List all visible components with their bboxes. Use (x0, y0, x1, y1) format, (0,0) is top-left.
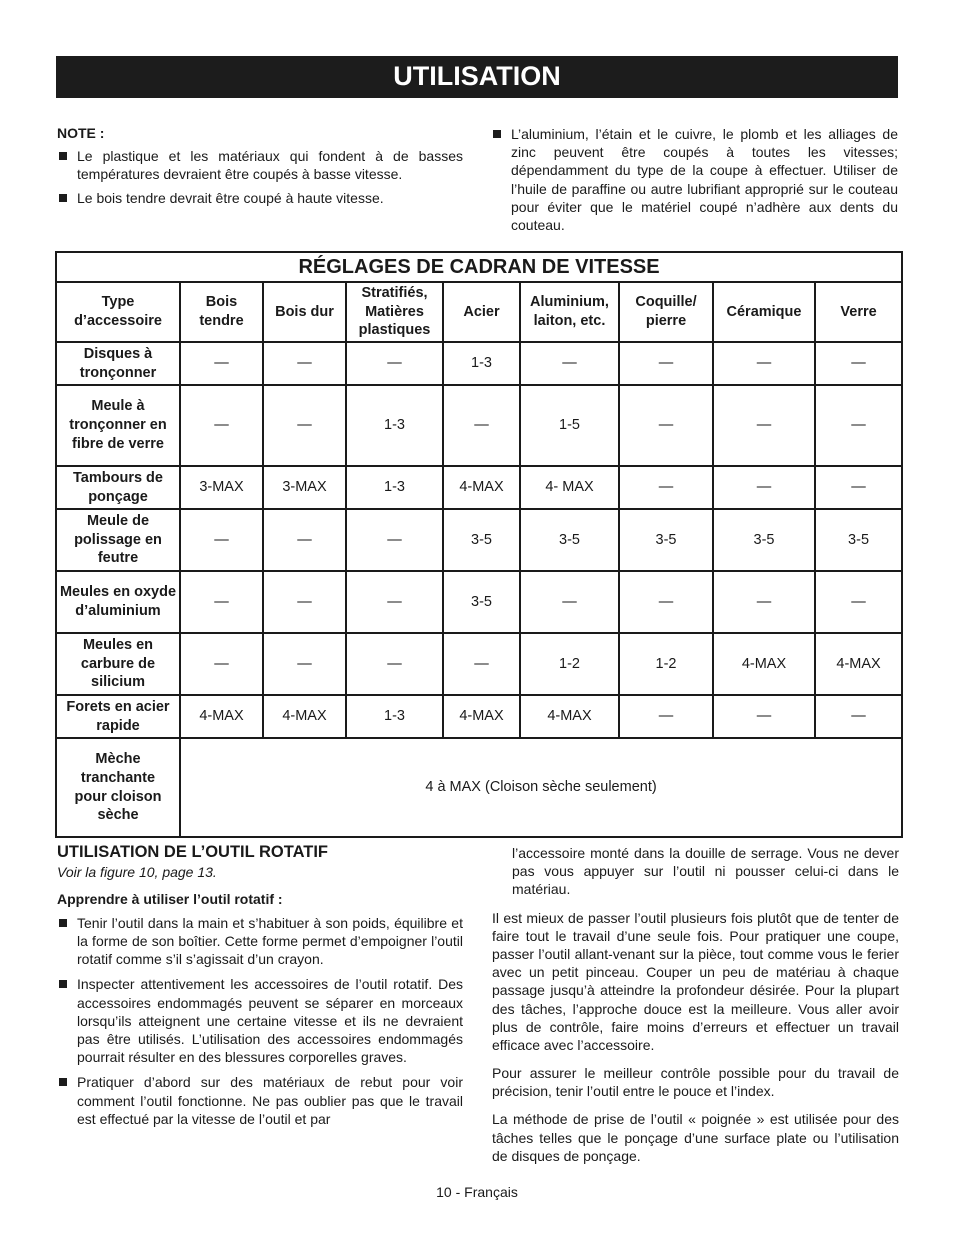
table-cell: 4-MAX (815, 633, 902, 695)
table-cell: — (815, 571, 902, 633)
table-cell: — (443, 385, 520, 466)
row-header: Meules en carbure de silicium (56, 633, 180, 695)
table-cell: — (346, 342, 443, 385)
table-row (56, 571, 902, 633)
table-row (56, 385, 902, 466)
row-header: Tambours de ponçage (56, 466, 180, 509)
table-cell: — (619, 571, 713, 633)
note-item: Le bois tendre devrait être coupé à haute vitesse. (57, 189, 463, 207)
table-cell: — (713, 466, 815, 509)
instruction-item: Inspecter attentivement les accessoires de l’outil rotatif. Des accessoires endommagés peuvent se séparer en morceaux lorsqu’ils atteignent une certaine vitesse et ils ne devraient pas être utilisés. L’utilisation des accessoires endommagés pourrait résulter en des blessures corporelles graves. (57, 975, 463, 1066)
table-row (56, 633, 902, 695)
table-cell: 1-5 (520, 385, 619, 466)
page-title: UTILISATION (393, 61, 561, 92)
table-cell: — (815, 385, 902, 466)
table-cell: 4-MAX (443, 695, 520, 738)
table-cell: 3-5 (713, 509, 815, 571)
note-label: NOTE : (57, 125, 105, 141)
table-cell: — (619, 466, 713, 509)
body-paragraph: La méthode de prise de l’outil « poignée » est utilisée pour des tâches telles que le ponçage d’une surface plate ou l’utilisation de disques de ponçage. (492, 1111, 899, 1164)
body-paragraph: Pour assurer le meilleur contrôle possible pour du travail de précision, tenir l’outil entre le pouce et l’index. (492, 1065, 899, 1100)
instruction-item: Pratiquer d’abord sur des matériaux de rebut pour voir comment l’outil fonctionne. Ne pas oublier pas que le travail est effectué par la vitesse de l’outil et par (57, 1073, 463, 1128)
note-left-column (57, 124, 463, 212)
table-cell: — (263, 633, 346, 695)
table-cell: 4-MAX (443, 466, 520, 509)
instruction-item: Tenir l’outil dans la main et s’habituer à son poids, équilibre et la forme de son boîtier. Cette forme permet d’empoigner l’outil rotatif comme s’il s’agissait d’un crayon. (57, 914, 463, 969)
table-cell: — (619, 695, 713, 738)
column-header: Stratifiés, Matières plastiques (346, 282, 443, 342)
table-cell: 1-3 (346, 385, 443, 466)
table-cell: — (180, 342, 263, 385)
table-cell: 1-3 (346, 466, 443, 509)
table-row (56, 342, 902, 385)
subheading: Apprendre à utiliser l’outil rotatif : (57, 890, 283, 907)
table-cell: — (180, 385, 263, 466)
table-cell: 4-MAX (520, 695, 619, 738)
column-header: Bois dur (263, 282, 346, 342)
column-header: Type d’accessoire (56, 282, 180, 342)
table-row (56, 509, 902, 571)
table-cell: — (263, 342, 346, 385)
table-cell: — (815, 342, 902, 385)
column-header: Bois tendre (180, 282, 263, 342)
table-cell: — (713, 385, 815, 466)
section-banner (56, 56, 898, 98)
table-cell: — (180, 509, 263, 571)
table-cell: — (346, 509, 443, 571)
table-header-row (56, 282, 902, 342)
instruction-list (57, 914, 463, 1128)
table-cell: 3-MAX (180, 466, 263, 509)
table-row (56, 738, 902, 837)
table-cell: — (815, 695, 902, 738)
table-cell: 1-3 (443, 342, 520, 385)
row-header: Meule à tronçonner en fibre de verre (56, 385, 180, 466)
table-cell: — (263, 385, 346, 466)
table-row (56, 466, 902, 509)
table-cell: 3-5 (443, 571, 520, 633)
continued-paragraph: l’accessoire monté dans la douille de serrage. Vous ne dever pas vous appuyer sur l’outil ni pousser celui-ci dans le matériau. (512, 845, 899, 898)
table-cell: — (713, 342, 815, 385)
section-heading: UTILISATION DE L’OUTIL ROTATIF (57, 843, 329, 861)
table-title: RÉGLAGES DE CADRAN DE VITESSE (56, 252, 902, 282)
table-cell: — (619, 342, 713, 385)
table-cell: — (520, 342, 619, 385)
table-cell: 3-5 (619, 509, 713, 571)
table-cell: — (180, 571, 263, 633)
table-cell: 4-MAX (263, 695, 346, 738)
note-list (57, 147, 463, 207)
page-number: 10 - Français (436, 1184, 518, 1200)
column-header: Acier (443, 282, 520, 342)
table-cell: 3-5 (443, 509, 520, 571)
table-cell: — (263, 571, 346, 633)
table-cell: 4-MAX (713, 633, 815, 695)
table-cell: — (713, 571, 815, 633)
column-header: Verre (815, 282, 902, 342)
table-cell: — (815, 466, 902, 509)
column-header: Coquille/ pierre (619, 282, 713, 342)
note-right-column (491, 125, 898, 239)
table-cell: 3-5 (520, 509, 619, 571)
row-header: Mèche tranchante pour cloison sèche (56, 738, 180, 837)
figure-reference: Voir la figure 10, page 13. (57, 864, 217, 881)
note-right-list (491, 125, 898, 234)
table-cell: 4- MAX (520, 466, 619, 509)
row-header: Forets en acier rapide (56, 695, 180, 738)
column-header: Céramique (713, 282, 815, 342)
table-cell-merged: 4 à MAX (Cloison sèche seulement) (180, 738, 902, 837)
row-header: Disques à tronçonner (56, 342, 180, 385)
note-item: Le plastique et les matériaux qui fondent à de basses températures devraient être coupés à basse vitesse. (57, 147, 463, 183)
speed-settings-table (55, 251, 903, 838)
note-item: L’aluminium, l’étain et le cuivre, le plomb et les alliages de zinc peuvent être coupés à toutes les vitesses; dépendamment du type de la coupe à effectuer. Utiliser de l’huile de paraffine ou autre lubrifiant approprié sur le couteau pour éviter que le matériel coupé n’adhère aux dents du couteau. (491, 125, 898, 234)
column-header: Aluminium, laiton, etc. (520, 282, 619, 342)
table-cell: — (713, 695, 815, 738)
rotary-right-column (492, 844, 899, 1175)
table-cell: — (180, 633, 263, 695)
row-header: Meule de polissage en feutre (56, 509, 180, 571)
rotary-left-column (57, 842, 463, 1133)
table-row (56, 695, 902, 738)
row-header: Meules en oxyde d’aluminium (56, 571, 180, 633)
table-cell: — (346, 633, 443, 695)
table-cell: 3-5 (815, 509, 902, 571)
table-cell: — (346, 571, 443, 633)
table-cell: — (263, 509, 346, 571)
table-cell: 1-2 (520, 633, 619, 695)
table-cell: — (520, 571, 619, 633)
table-cell: — (443, 633, 520, 695)
speed-settings-table-wrapper (55, 251, 901, 838)
table-cell: 4-MAX (180, 695, 263, 738)
body-paragraph: Il est mieux de passer l’outil plusieurs fois plutôt que de tenter de faire tout le travail d’une seule fois. Pour pratiquer une coupe, passer l’outil allant-venant sur la pièce, tout comme vous le ferier avec un petit pinceau. Couper un peu de matériau à chaque passage jusqu’à atteindre la profondeur désirée. Pour la plupart des tâches, l’approche douce est la meilleure. Vous aller avoir plus de contrôle, faire moins d’erreurs et effectuer un travail efficace avec l’accessoire. (492, 909, 899, 1053)
table-cell: 1-2 (619, 633, 713, 695)
table-cell: 1-3 (346, 695, 443, 738)
table-cell: — (619, 385, 713, 466)
table-cell: 3-MAX (263, 466, 346, 509)
